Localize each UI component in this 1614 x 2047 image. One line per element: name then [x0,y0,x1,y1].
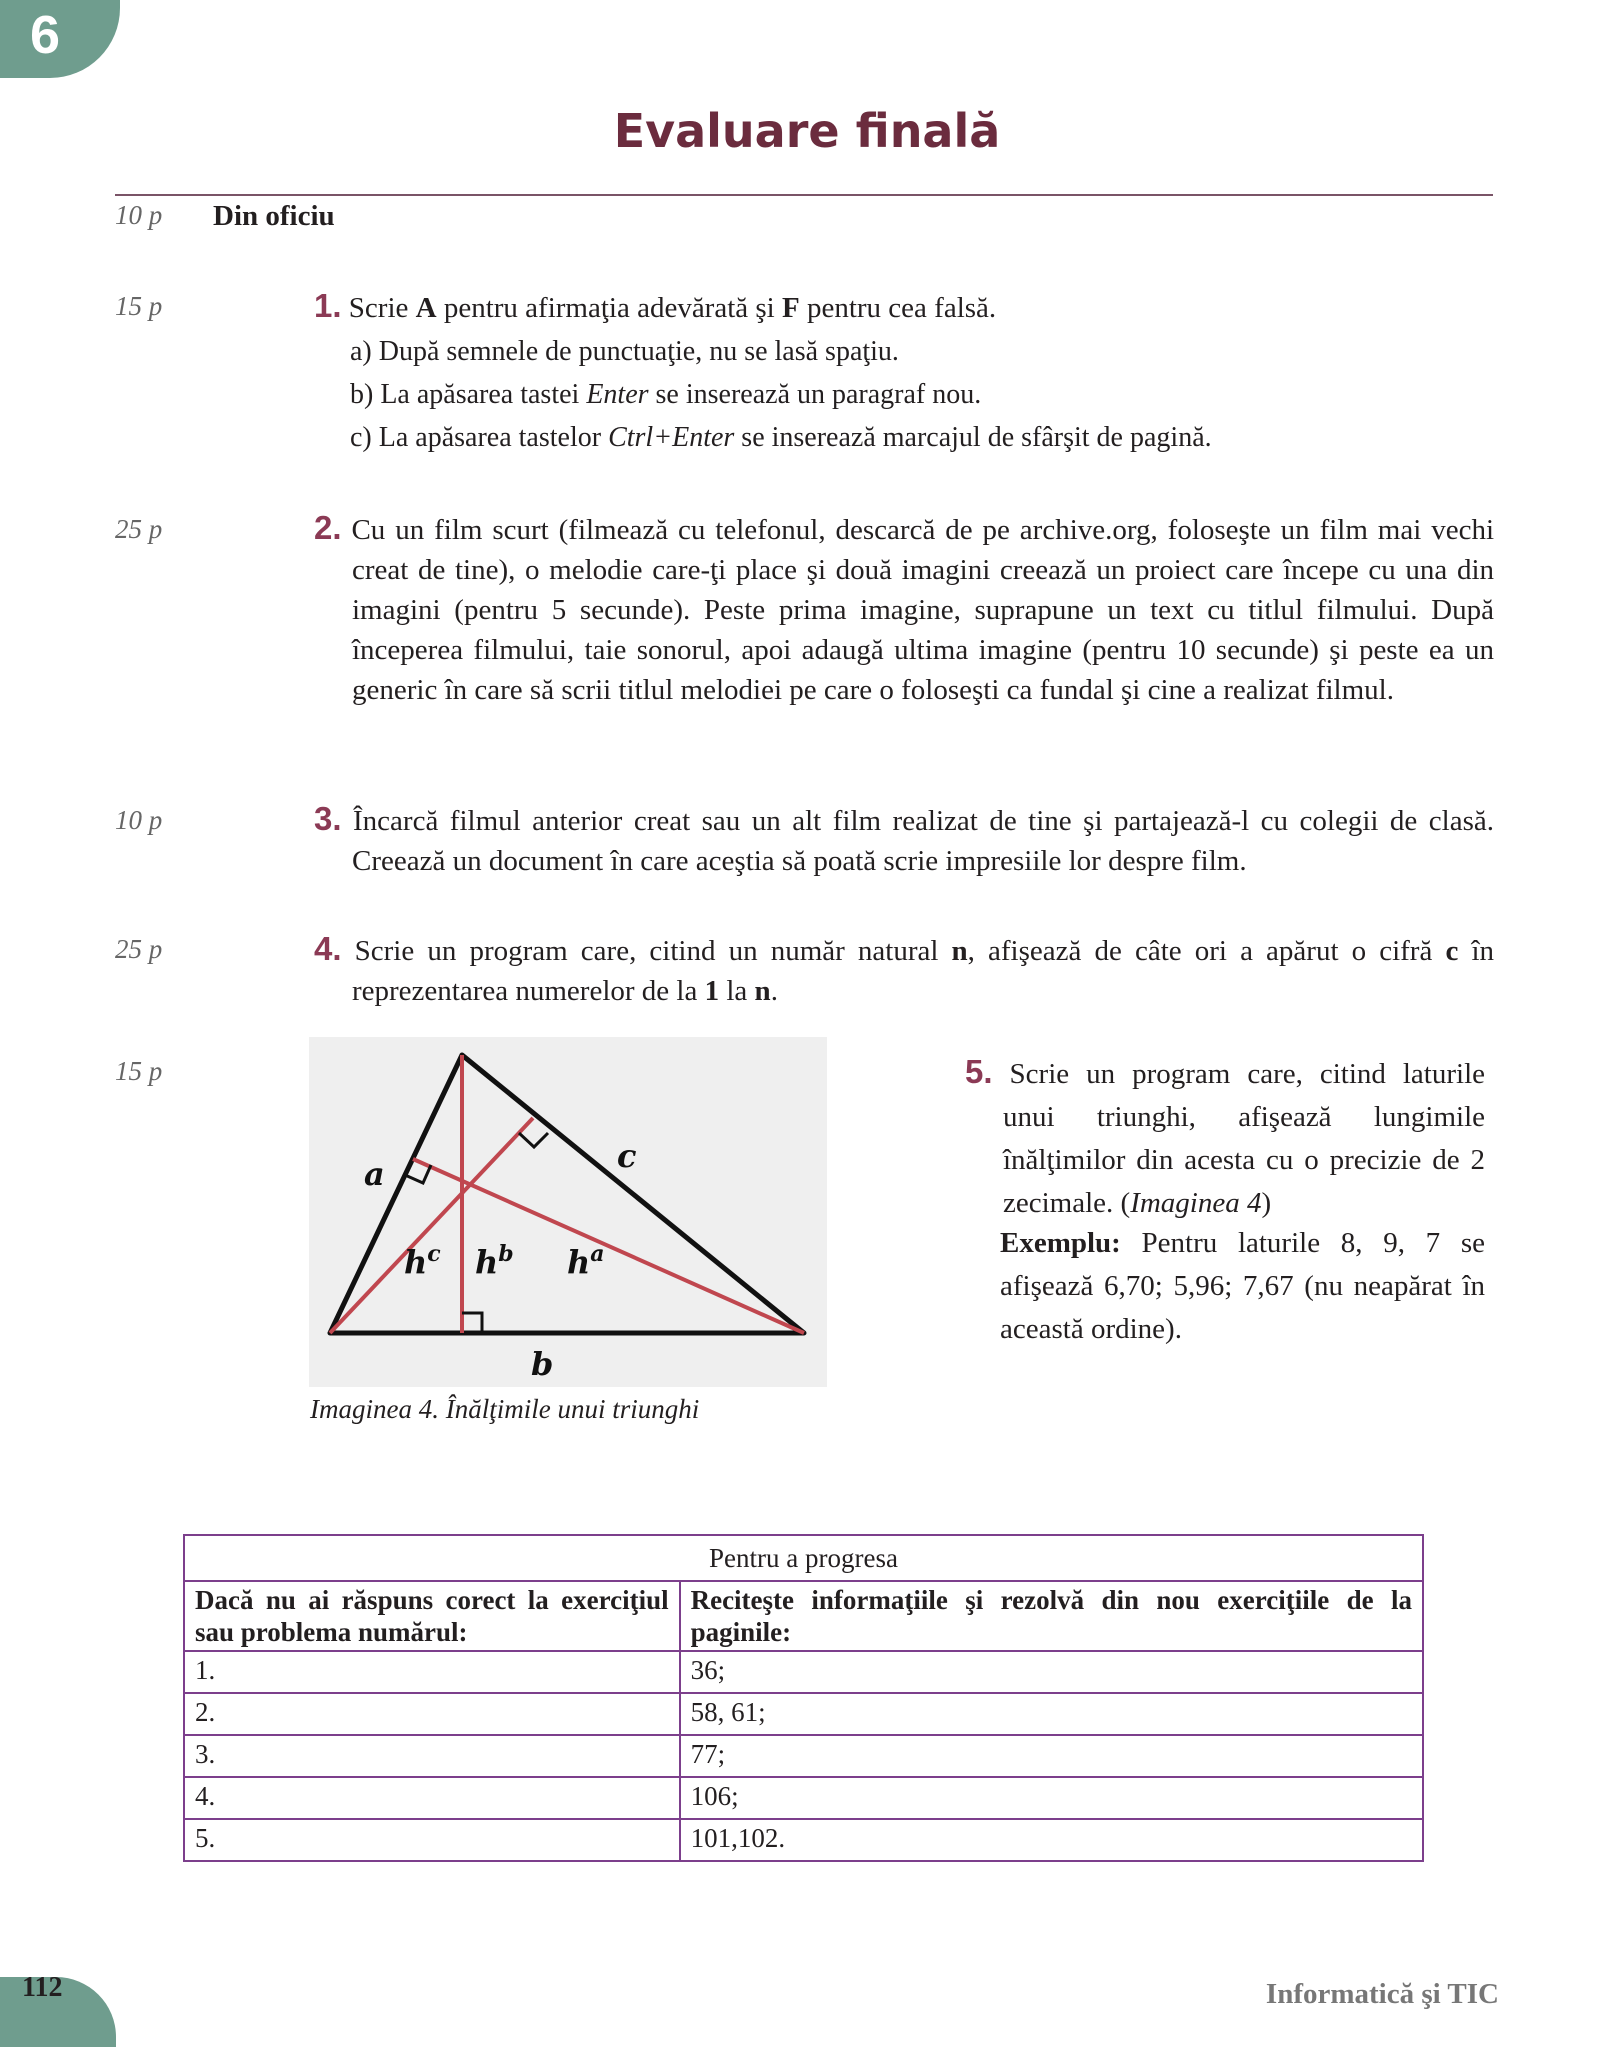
question-number: 2. [314,509,342,546]
points-q1: 15 p [115,291,163,321]
question-number: 5. [965,1053,993,1090]
table-cell: 106; [680,1777,1423,1819]
q1-bold-f: F [782,292,800,324]
table-cell: 77; [680,1735,1423,1777]
points-intro: 10 p [115,200,163,230]
q4-var-c: c [1445,935,1459,967]
question-4 [314,929,1494,1011]
progress-table-grid [183,1534,1424,1862]
label-c: c [617,1137,637,1175]
q1-item-b [350,373,981,416]
table-cell: 58, 61; [680,1693,1423,1735]
chapter-tab [0,0,120,78]
q1-c-text: se inserează marcajul de sfârşit de pagină. [734,422,1212,453]
q4-var-n: n [754,975,771,1007]
table-header-cell: Reciteşte informaţiile şi rezolvă din nou exerciţiile de la paginile: [680,1581,1423,1651]
table-row [184,1651,1423,1693]
q1-text: Scrie [348,292,416,324]
table-row [184,1735,1423,1777]
table-row [184,1819,1423,1861]
label-h: h [475,1243,499,1281]
q1-item-a: a) După semnele de punctuaţie, nu se lasă spaţiu. [350,336,899,367]
triangle-diagram [309,1037,827,1387]
q4-num-1: 1 [704,975,720,1007]
height-a-line [413,1159,804,1333]
label-b: b [531,1345,554,1383]
q4-text: , afişează de câte ori a apărut o cifră [967,935,1446,967]
label-hc-sub: c [427,1241,441,1267]
q1-bold-a: A [415,292,437,324]
figure-caption: Imaginea 4. Înălţimile unui triunghi [310,1394,700,1424]
right-angle-marker [519,1133,548,1147]
points-q5: 15 p [115,1056,163,1086]
table-cell: 1. [184,1651,680,1693]
question-number: 1. [314,287,342,324]
table-row [184,1777,1423,1819]
table-cell: 101,102. [680,1819,1423,1861]
table-cell: 5. [184,1819,680,1861]
question-number: 4. [314,930,342,967]
q4-text: . [770,975,778,1007]
table-caption: Pentru a progresa [184,1535,1423,1581]
points-q2: 25 p [115,514,163,544]
table-header-cell: Dacă nu ai răspuns corect la exerciţiul sau problema numărul: [184,1581,680,1651]
triangle-outline [330,1055,804,1333]
question-2 [314,508,1494,710]
right-angle-marker [462,1313,482,1333]
points-q4: 25 p [115,934,163,964]
q5-text: ) [1261,1187,1272,1219]
page-title: Evaluare finală [613,104,1001,158]
q3-text: Încarcă filmul anterior creat sau un alt film realizat de tine şi partajează-l cu colegii de clasă. Creează un document în care aceştia să poată scrie impresiile lor despre film. [352,805,1494,877]
table-cell: 4. [184,1777,680,1819]
book-title: Informatică şi TIC [1265,1978,1499,2010]
question-1 [314,286,1494,328]
q2-text: Cu un film scurt (filmează cu telefonul, descarcă de pe archive.org, foloseşte un film mai vechi creat de tine), o melodie care-ţi place şi două imagini creează un proiect care începe cu una din imagini (pentru 5 secunde). Peste prima imagine, suprapune un text cu titlul filmului. După începerea filmului, taie sonorul, apoi adaugă ultima imagine (pentru 10 secunde) şi peste ea un generic în care să scrii titlul melodiei pe care o foloseşti ca fundal şi cine a realizat filmul. [351,514,1495,706]
label-hb [475,1241,514,1281]
example-text: Pentru laturile 8, 9, 7 se afişează 6,70; 5,96; 7,67 (nu neapărat în această ordine). [1000,1227,1485,1345]
intro-label: Din oficiu [213,200,335,232]
q1-c-key: Ctrl+Enter [608,422,735,453]
question-5 [965,1050,1485,1225]
q1-b-text: se inserează un paragraf nou. [648,379,982,410]
question-3 [314,799,1494,881]
q1-text: pentru afirmaţia adevărată şi [436,292,782,324]
q5-example [1000,1222,1485,1351]
page-number: 112 [22,1972,63,2003]
q4-text: Scrie un program care, citind un număr natural [354,935,952,967]
q5-image-ref: Imaginea 4 [1130,1187,1262,1219]
points-q3: 10 p [115,805,163,835]
q1-b-key: Enter [586,379,649,410]
progress-table [183,1534,1424,1862]
q5-text: Scrie un program care, citind laturile unui triunghi, afişează lungimile înălţimilor din acesta cu o precizie de 2 zecimale. ( [1003,1058,1486,1219]
q4-text: în reprezentarea numerelor de la [352,935,1494,1007]
example-label: Exemplu: [1000,1227,1121,1259]
q1-c-text: c) La apăsarea tastelor [350,422,609,453]
triangle-figure [309,1037,827,1387]
table-cell: 36; [680,1651,1423,1693]
label-h: h [404,1243,428,1281]
chapter-number: 6 [30,5,61,65]
q4-text: la [719,975,755,1007]
height-c-line [330,1118,533,1333]
label-h: h [567,1243,591,1281]
table-cell: 3. [184,1735,680,1777]
question-number: 3. [314,800,342,837]
label-hb-sub: b [498,1241,514,1267]
q1-item-c [350,416,1212,459]
table-cell: 2. [184,1693,680,1735]
q4-var-n: n [951,935,968,967]
table-row [184,1693,1423,1735]
label-ha-sub: a [590,1241,605,1267]
label-hc [404,1241,441,1281]
label-a: a [364,1155,385,1193]
label-ha [567,1241,605,1281]
q1-text: pentru cea falsă. [799,292,997,324]
q1-b-text: b) La apăsarea tastei [350,379,587,410]
